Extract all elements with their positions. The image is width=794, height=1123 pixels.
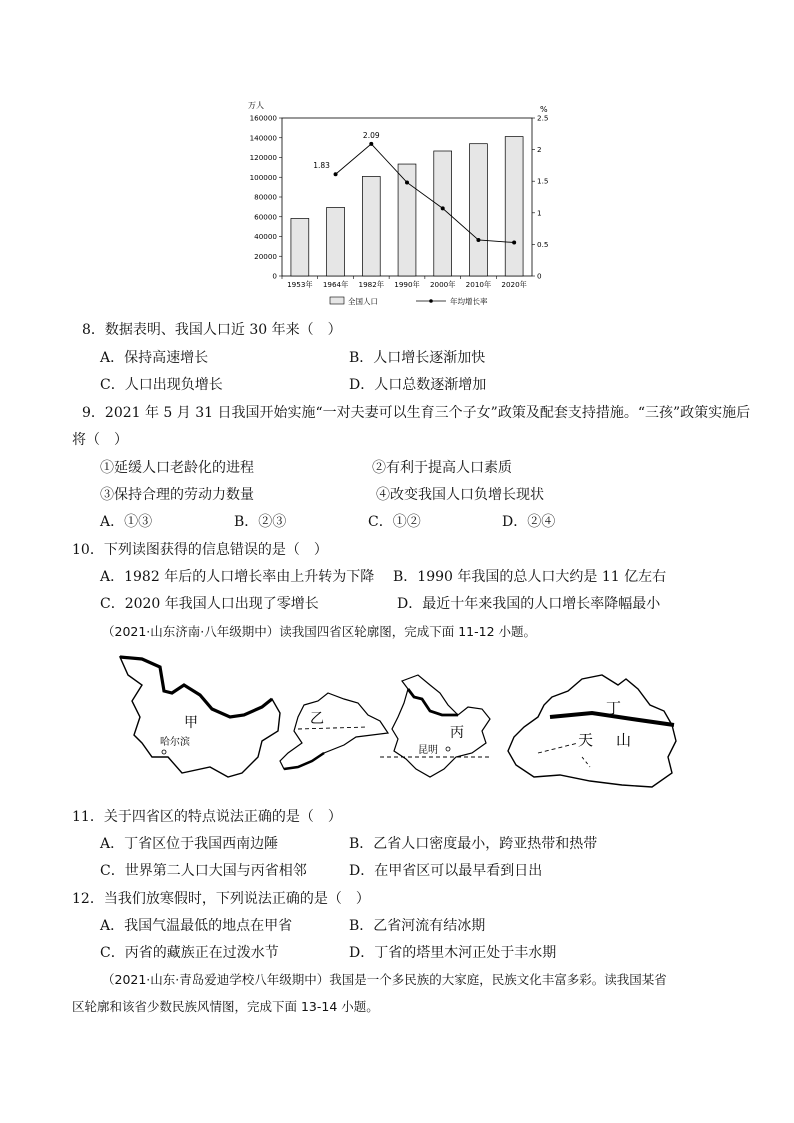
x-tick-label: 2010年 [465,280,492,289]
q10-option-a[interactable]: A．1982 年后的人口增长率由上升转为下降 [100,569,375,585]
map-ding-dash-2 [582,757,590,767]
population-bar [505,137,523,276]
right-tick-label: 0.5 [537,239,549,249]
population-bar [362,176,380,276]
q9-option-b[interactable]: B．②③ [234,514,287,530]
x-tick-label: 2000年 [429,280,456,289]
q11-option-b[interactable]: B．乙省人口密度最小，跨亚热带和热带 [349,836,598,852]
x-tick-label: 1964年 [322,280,349,289]
q12-stem: 12．当我们放寒假时，下列说法正确的是（ ） [72,891,370,907]
left-tick-label: 100000 [249,172,277,182]
q11-option-a[interactable]: A．丁省区位于我国西南边陲 [100,836,279,852]
province-outline-maps [112,645,694,795]
q12-option-c[interactable]: C．丙省的藏族正在过泼水节 [100,945,279,961]
q8-option-b[interactable]: B．人口增长逐渐加快 [349,350,486,366]
population-bar [470,144,488,276]
x-tick-label: 1953年 [287,280,313,289]
map-ding-tian: 天 [578,731,594,749]
left-tick-label: 20000 [254,251,277,261]
q10-option-d[interactable]: D．最近十年来我国的人口增长率降幅最小 [397,596,661,612]
map-bing-city-dot [446,747,450,751]
left-tick-label: 120000 [249,153,277,162]
q10-option-c[interactable]: C．2020 年我国人口出现了零增长 [100,596,319,612]
map-yi-tropic [298,727,368,729]
right-axis-unit: % [540,105,548,114]
q9-item-4: ④改变我国人口负增长现状 [376,487,544,503]
source-note-2-cont: 区轮廓和该省少数民族风情图，完成下面 13-14 小题。 [72,999,379,1014]
q8-option-c[interactable]: C．人口出现负增长 [100,377,223,393]
map-bing [380,675,490,777]
map-ding [508,675,676,787]
growth-rate-data-label: 1.83 [313,161,330,171]
source-note-2: （2021·山东·青岛爱迪学校八年级期中）我国是一个多民族的大家庭，民族文化丰富多彩。读我国某省 [102,972,667,987]
q11-option-c[interactable]: C．世界第二人口大国与丙省相邻 [100,863,307,879]
left-tick-label: 40000 [254,232,277,241]
q9-item-1: ①延缓人口老龄化的进程 [100,460,254,476]
left-tick-label: 80000 [254,192,277,202]
growth-rate-point [369,142,373,146]
left-tick-label: 60000 [254,212,277,222]
right-tick-label: 2.5 [537,113,549,123]
growth-rate-point [512,241,516,245]
q10-option-b[interactable]: B．1990 年我国的总人口大约是 11 亿左右 [393,569,667,585]
q8-option-a[interactable]: A．保持高速增长 [100,350,209,366]
growth-rate-data-label: 2.09 [362,130,380,140]
legend-bar-label: 全国人口 [348,297,378,306]
source-note-1: （2021·山东济南·八年级期中）读我国四省区轮廓图，完成下面 11-12 小题。 [102,624,537,639]
growth-rate-point [334,172,338,176]
left-tick-label: 160000 [249,113,277,123]
q9-item-3: ③保持合理的劳动力数量 [100,487,254,503]
population-bar [327,207,345,276]
right-tick-label: 1 [537,208,542,218]
map-jia-label: 甲 [184,715,198,731]
map-bing-city: 昆明 [418,745,438,756]
left-tick-label: 0 [272,271,277,281]
q11-stem: 11．关于四省区的特点说法正确的是（ ） [72,809,342,825]
left-tick-label: 140000 [249,133,277,143]
q10-stem: 10．下列读图获得的信息错误的是（ ） [72,542,328,558]
population-bar [291,218,309,276]
x-tick-label: 1982年 [358,280,385,289]
q9-option-a[interactable]: A．①③ [100,514,153,530]
map-jia-city-dot [162,750,166,754]
growth-rate-point [476,238,480,242]
map-jia-city: 哈尔滨 [160,737,190,748]
q9-stem: 9．2021 年 5 月 31 日我国开始实施“一对夫妻可以生育三个子女”政策及配套支持措施。“三孩”政策实施后 [82,405,751,421]
q12-option-a[interactable]: A．我国气温最低的地点在甲省 [100,918,293,934]
q9-item-2: ②有利于提高人口素质 [372,460,512,476]
q9-stem-cont: 将（ ） [72,432,128,448]
right-tick-label: 0 [537,271,542,281]
q8-option-d[interactable]: D．人口总数逐渐增加 [349,377,487,393]
legend-line-label: 年均增长率 [450,297,488,306]
q8-stem: 8．数据表明、我国人口近 30 年来（ ） [82,322,342,338]
x-tick-label: 2020年 [501,280,527,289]
map-ding-label: 丁 [606,699,622,717]
legend-line-marker [429,299,433,303]
q12-option-d[interactable]: D．丁省的塔里木河正处于丰水期 [349,945,557,961]
map-jia [120,657,280,777]
right-tick-label: 2 [537,145,542,155]
growth-rate-point [405,180,409,184]
map-ding-dash [538,743,578,753]
map-ding-shan: 山 [616,731,632,749]
legend [330,296,488,306]
growth-rate-point [441,206,445,210]
q11-option-d[interactable]: D．在甲省区可以最早看到日出 [349,863,543,879]
legend-bar-swatch [330,297,344,304]
population-chart [238,98,558,310]
x-tick-label: 1990年 [394,280,420,289]
q9-option-d[interactable]: D．②④ [502,514,556,530]
map-yi-label: 乙 [310,711,324,727]
q12-option-b[interactable]: B．乙省河流有结冰期 [349,918,486,934]
right-tick-label: 1.5 [537,176,549,186]
left-axis-unit: 万人 [248,101,264,110]
q9-option-c[interactable]: C．①② [368,514,421,530]
map-bing-label: 丙 [450,725,464,741]
map-yi [280,693,388,769]
